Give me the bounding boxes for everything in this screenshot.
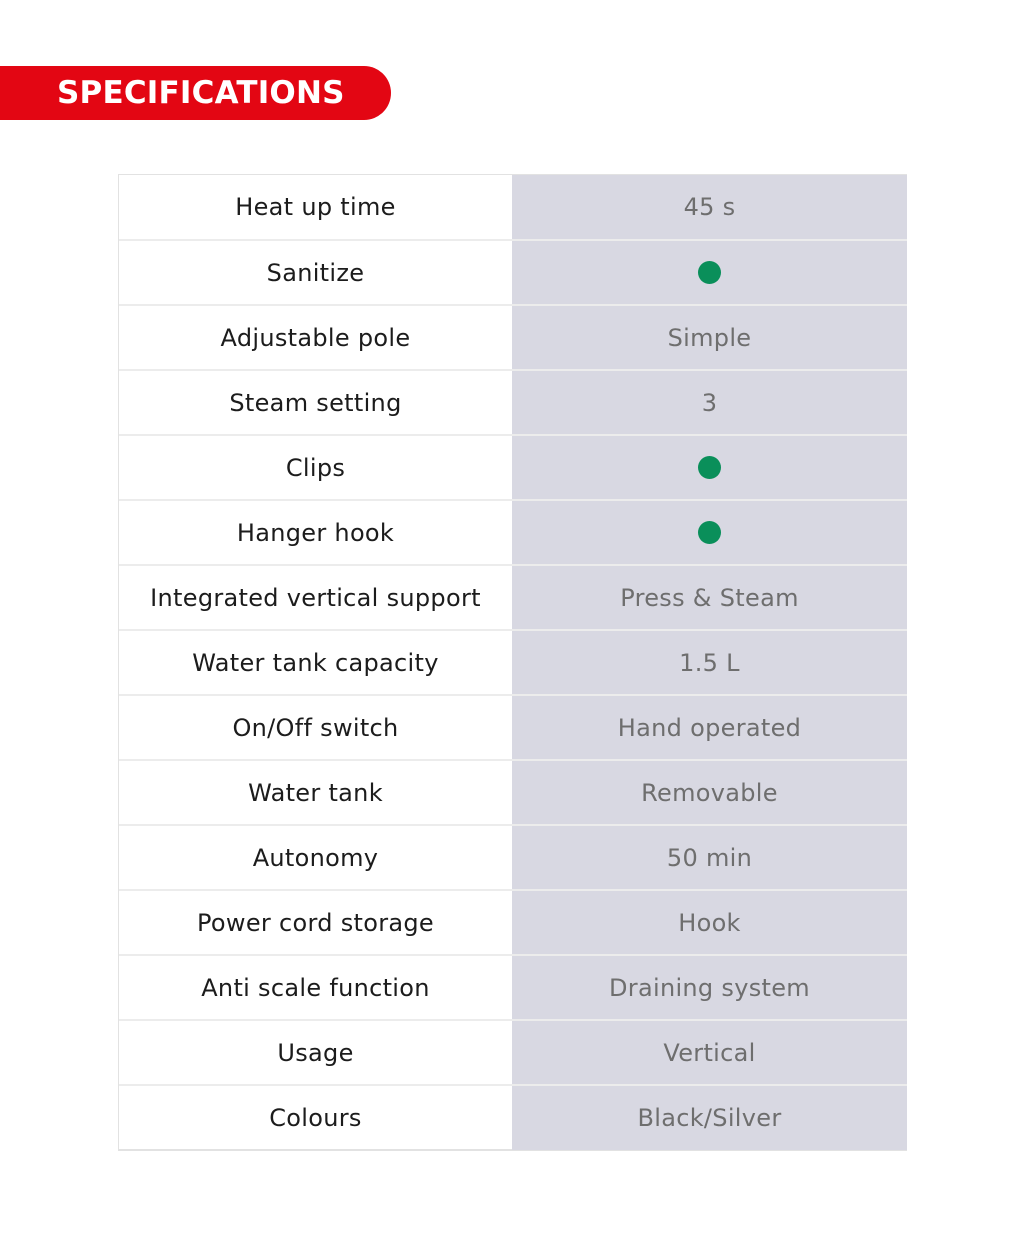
spec-value: Vertical bbox=[512, 1021, 907, 1084]
spec-label: Colours bbox=[119, 1086, 512, 1150]
spec-row-power-cord-storage bbox=[119, 891, 907, 956]
spec-value: Simple bbox=[512, 306, 907, 369]
specifications-banner bbox=[0, 66, 391, 120]
spec-row-clips bbox=[119, 436, 907, 501]
spec-value: 1.5 L bbox=[512, 631, 907, 694]
spec-row-autonomy bbox=[119, 826, 907, 891]
spec-value: Hook bbox=[512, 891, 907, 954]
page-title: SPECIFICATIONS bbox=[57, 75, 345, 111]
specifications-table bbox=[118, 174, 907, 1151]
spec-label: Water tank bbox=[119, 761, 512, 824]
spec-label: Integrated vertical support bbox=[119, 566, 512, 629]
spec-row-usage bbox=[119, 1021, 907, 1086]
spec-value: Black/Silver bbox=[512, 1086, 907, 1150]
green-dot-icon bbox=[698, 456, 721, 479]
green-dot-icon bbox=[698, 521, 721, 544]
spec-label: On/Off switch bbox=[119, 696, 512, 759]
spec-row-hanger-hook bbox=[119, 501, 907, 566]
green-dot-icon bbox=[698, 261, 721, 284]
spec-value: Draining system bbox=[512, 956, 907, 1019]
spec-row-adjustable-pole bbox=[119, 306, 907, 371]
spec-row-heat-up-time bbox=[119, 175, 907, 241]
spec-label: Adjustable pole bbox=[119, 306, 512, 369]
spec-label: Clips bbox=[119, 436, 512, 499]
spec-value: Removable bbox=[512, 761, 907, 824]
spec-value bbox=[512, 436, 907, 499]
spec-row-sanitize bbox=[119, 241, 907, 306]
spec-value: 3 bbox=[512, 371, 907, 434]
spec-value: 45 s bbox=[512, 175, 907, 239]
spec-value: Press & Steam bbox=[512, 566, 907, 629]
spec-value: 50 min bbox=[512, 826, 907, 889]
spec-row-on-off-switch bbox=[119, 696, 907, 761]
spec-label: Steam setting bbox=[119, 371, 512, 434]
spec-label: Autonomy bbox=[119, 826, 512, 889]
spec-label: Power cord storage bbox=[119, 891, 512, 954]
spec-row-steam-setting bbox=[119, 371, 907, 436]
spec-value bbox=[512, 241, 907, 304]
spec-label: Water tank capacity bbox=[119, 631, 512, 694]
spec-row-colours bbox=[119, 1086, 907, 1151]
spec-label: Heat up time bbox=[119, 175, 512, 239]
spec-label: Hanger hook bbox=[119, 501, 512, 564]
spec-row-water-tank bbox=[119, 761, 907, 826]
spec-label: Sanitize bbox=[119, 241, 512, 304]
spec-row-anti-scale-function bbox=[119, 956, 907, 1021]
spec-value bbox=[512, 501, 907, 564]
spec-value: Hand operated bbox=[512, 696, 907, 759]
spec-label: Anti scale function bbox=[119, 956, 512, 1019]
spec-row-integrated-vertical-support bbox=[119, 566, 907, 631]
spec-label: Usage bbox=[119, 1021, 512, 1084]
spec-row-water-tank-capacity bbox=[119, 631, 907, 696]
